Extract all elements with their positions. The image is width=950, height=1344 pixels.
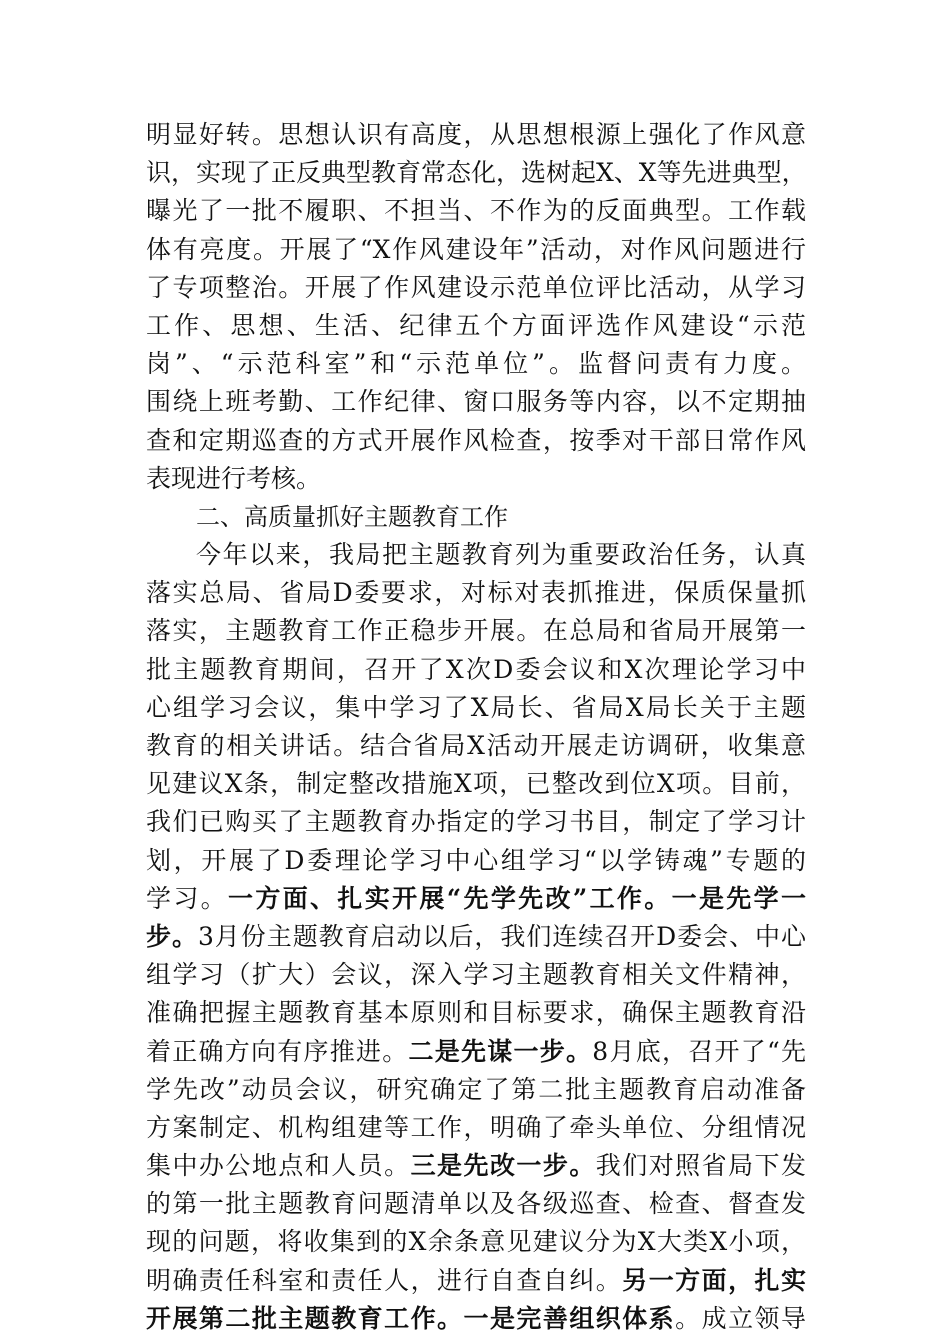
paragraph-line	[146, 422, 806, 460]
paragraph-line	[146, 651, 806, 689]
paragraph-line	[146, 192, 806, 230]
section-heading	[146, 498, 806, 536]
text-segment: 组学习（扩大）会议，深入学习主题教育相关文件精神，	[146, 960, 806, 990]
text-segment: 岗”、“示范科室”和“示范单位”。监督问责有力度。	[146, 349, 806, 379]
paragraph-line	[146, 574, 806, 612]
paragraph-line	[146, 536, 806, 574]
paragraph-line	[146, 1147, 806, 1185]
paragraph-line	[146, 842, 806, 880]
paragraph-line	[146, 1071, 806, 1109]
paragraph-line	[146, 727, 806, 765]
text-segment: 教育的相关讲话。结合省局X活动开展走访调研，收集意	[146, 731, 806, 760]
text-segment: 心组学习会议，集中学习了X局长、省局X局长关于主题	[146, 692, 806, 722]
text-segment: 方案制定、机构组建等工作，明确了牵头单位、分组情况	[146, 1112, 806, 1142]
text-segment: 集中办公地点和人员。	[146, 1151, 411, 1181]
paragraph-line	[146, 880, 806, 918]
text-segment: 表现进行考核。	[146, 463, 322, 493]
paragraph-line	[146, 803, 806, 841]
bold-text-segment: 开展第二批主题教育工作。一是完善组织体系	[146, 1303, 676, 1333]
text-segment: 。成立领导	[675, 1303, 806, 1333]
bold-text-segment: 步。	[146, 921, 198, 951]
paragraph-line	[146, 1109, 806, 1147]
paragraph-line	[146, 154, 806, 192]
text-segment: 划，开展了D委理论学习中心组学习“以学铸魂”专题的	[146, 845, 806, 875]
text-segment: 围绕上班考勤、工作纪律、窗口服务等内容，以不定期抽	[146, 387, 806, 417]
paragraph-line	[146, 994, 806, 1032]
bold-text-segment: 另一方面，扎实	[622, 1265, 806, 1295]
paragraph-line	[146, 1185, 806, 1223]
paragraph-line	[146, 460, 806, 498]
paragraph-line	[146, 1300, 806, 1338]
text-segment: 工作、思想、生活、纪律五个方面评选作风建设“示范	[146, 310, 806, 340]
text-segment: 学先改”动员会议，研究确定了第二批主题教育启动准备	[146, 1074, 806, 1104]
paragraph-line	[146, 383, 806, 421]
text-segment: 的第一批主题教育问题清单以及各级巡查、检查、督查发	[146, 1189, 806, 1219]
text-segment: 批主题教育期间，召开了X次D委会议和X次理论学习中	[146, 654, 806, 684]
text-segment: 明确责任科室和责任人，进行自查自纠。	[146, 1265, 623, 1295]
paragraph-line	[146, 116, 806, 154]
paragraph-line	[146, 1262, 806, 1300]
bold-text-segment: 三是先改一步。	[410, 1151, 596, 1181]
text-segment: 了专项整治。开展了作风建设示范单位评比活动，从学习	[146, 272, 806, 302]
paragraph-line	[146, 689, 806, 727]
text-segment: 学习。	[146, 883, 229, 913]
text-segment: 现的问题，将收集到的X余条意见建议分为X大类X小项，	[146, 1227, 806, 1257]
bold-text-segment: 一方面、扎实开展“先学先改”工作。一是先学一	[228, 883, 806, 913]
text-segment: 见建议X条，制定整改措施X项，已整改到位X项。目前，	[146, 769, 806, 799]
text-segment: 二、高质量抓好主题教育工作	[196, 502, 508, 531]
document-body	[146, 116, 806, 1338]
text-segment: 明显好转。思想认识有高度，从思想根源上强化了作风意	[146, 120, 806, 149]
paragraph-line	[146, 1033, 806, 1071]
paragraph-line	[146, 956, 806, 994]
paragraph-line	[146, 765, 806, 803]
text-segment: 3月份主题教育启动以后，我们连续召开D委会、中心	[197, 921, 806, 951]
bold-text-segment: 二是先谋一步。	[408, 1036, 593, 1066]
text-segment: 体有亮度。开展了“X作风建设年”活动，对作风问题进行	[146, 234, 806, 264]
text-segment: 查和定期巡查的方式开展作风检查，按季对干部日常作风	[146, 425, 806, 455]
text-segment: 识，实现了正反典型教育常态化，选树起X、X等先进典型，	[146, 158, 807, 188]
paragraph-line	[146, 612, 806, 650]
paragraph-line	[146, 269, 806, 307]
text-segment: 我们已购买了主题教育办指定的学习书目，制定了学习计	[146, 807, 806, 837]
paragraph-line	[146, 231, 806, 269]
paragraph-line	[146, 345, 806, 383]
text-segment: 今年以来，我局把主题教育列为重要政治任务，认真	[196, 540, 806, 570]
text-segment: 落实总局、省局D委要求，对标对表抓推进，保质保量抓	[146, 578, 806, 608]
text-segment: 准确把握主题教育基本原则和目标要求，确保主题教育沿	[146, 998, 806, 1028]
paragraph-line	[146, 1223, 806, 1261]
text-segment: 我们对照省局下发	[595, 1151, 806, 1181]
text-segment: 着正确方向有序推进。	[146, 1036, 409, 1066]
text-segment: 8月底，召开了“先	[592, 1036, 806, 1066]
paragraph-line	[146, 307, 806, 345]
paragraph-line	[146, 918, 806, 956]
text-segment: 曝光了一批不履职、不担当、不作为的反面典型。工作载	[146, 196, 806, 226]
text-segment: 落实，主题教育工作正稳步开展。在总局和省局开展第一	[146, 616, 806, 646]
